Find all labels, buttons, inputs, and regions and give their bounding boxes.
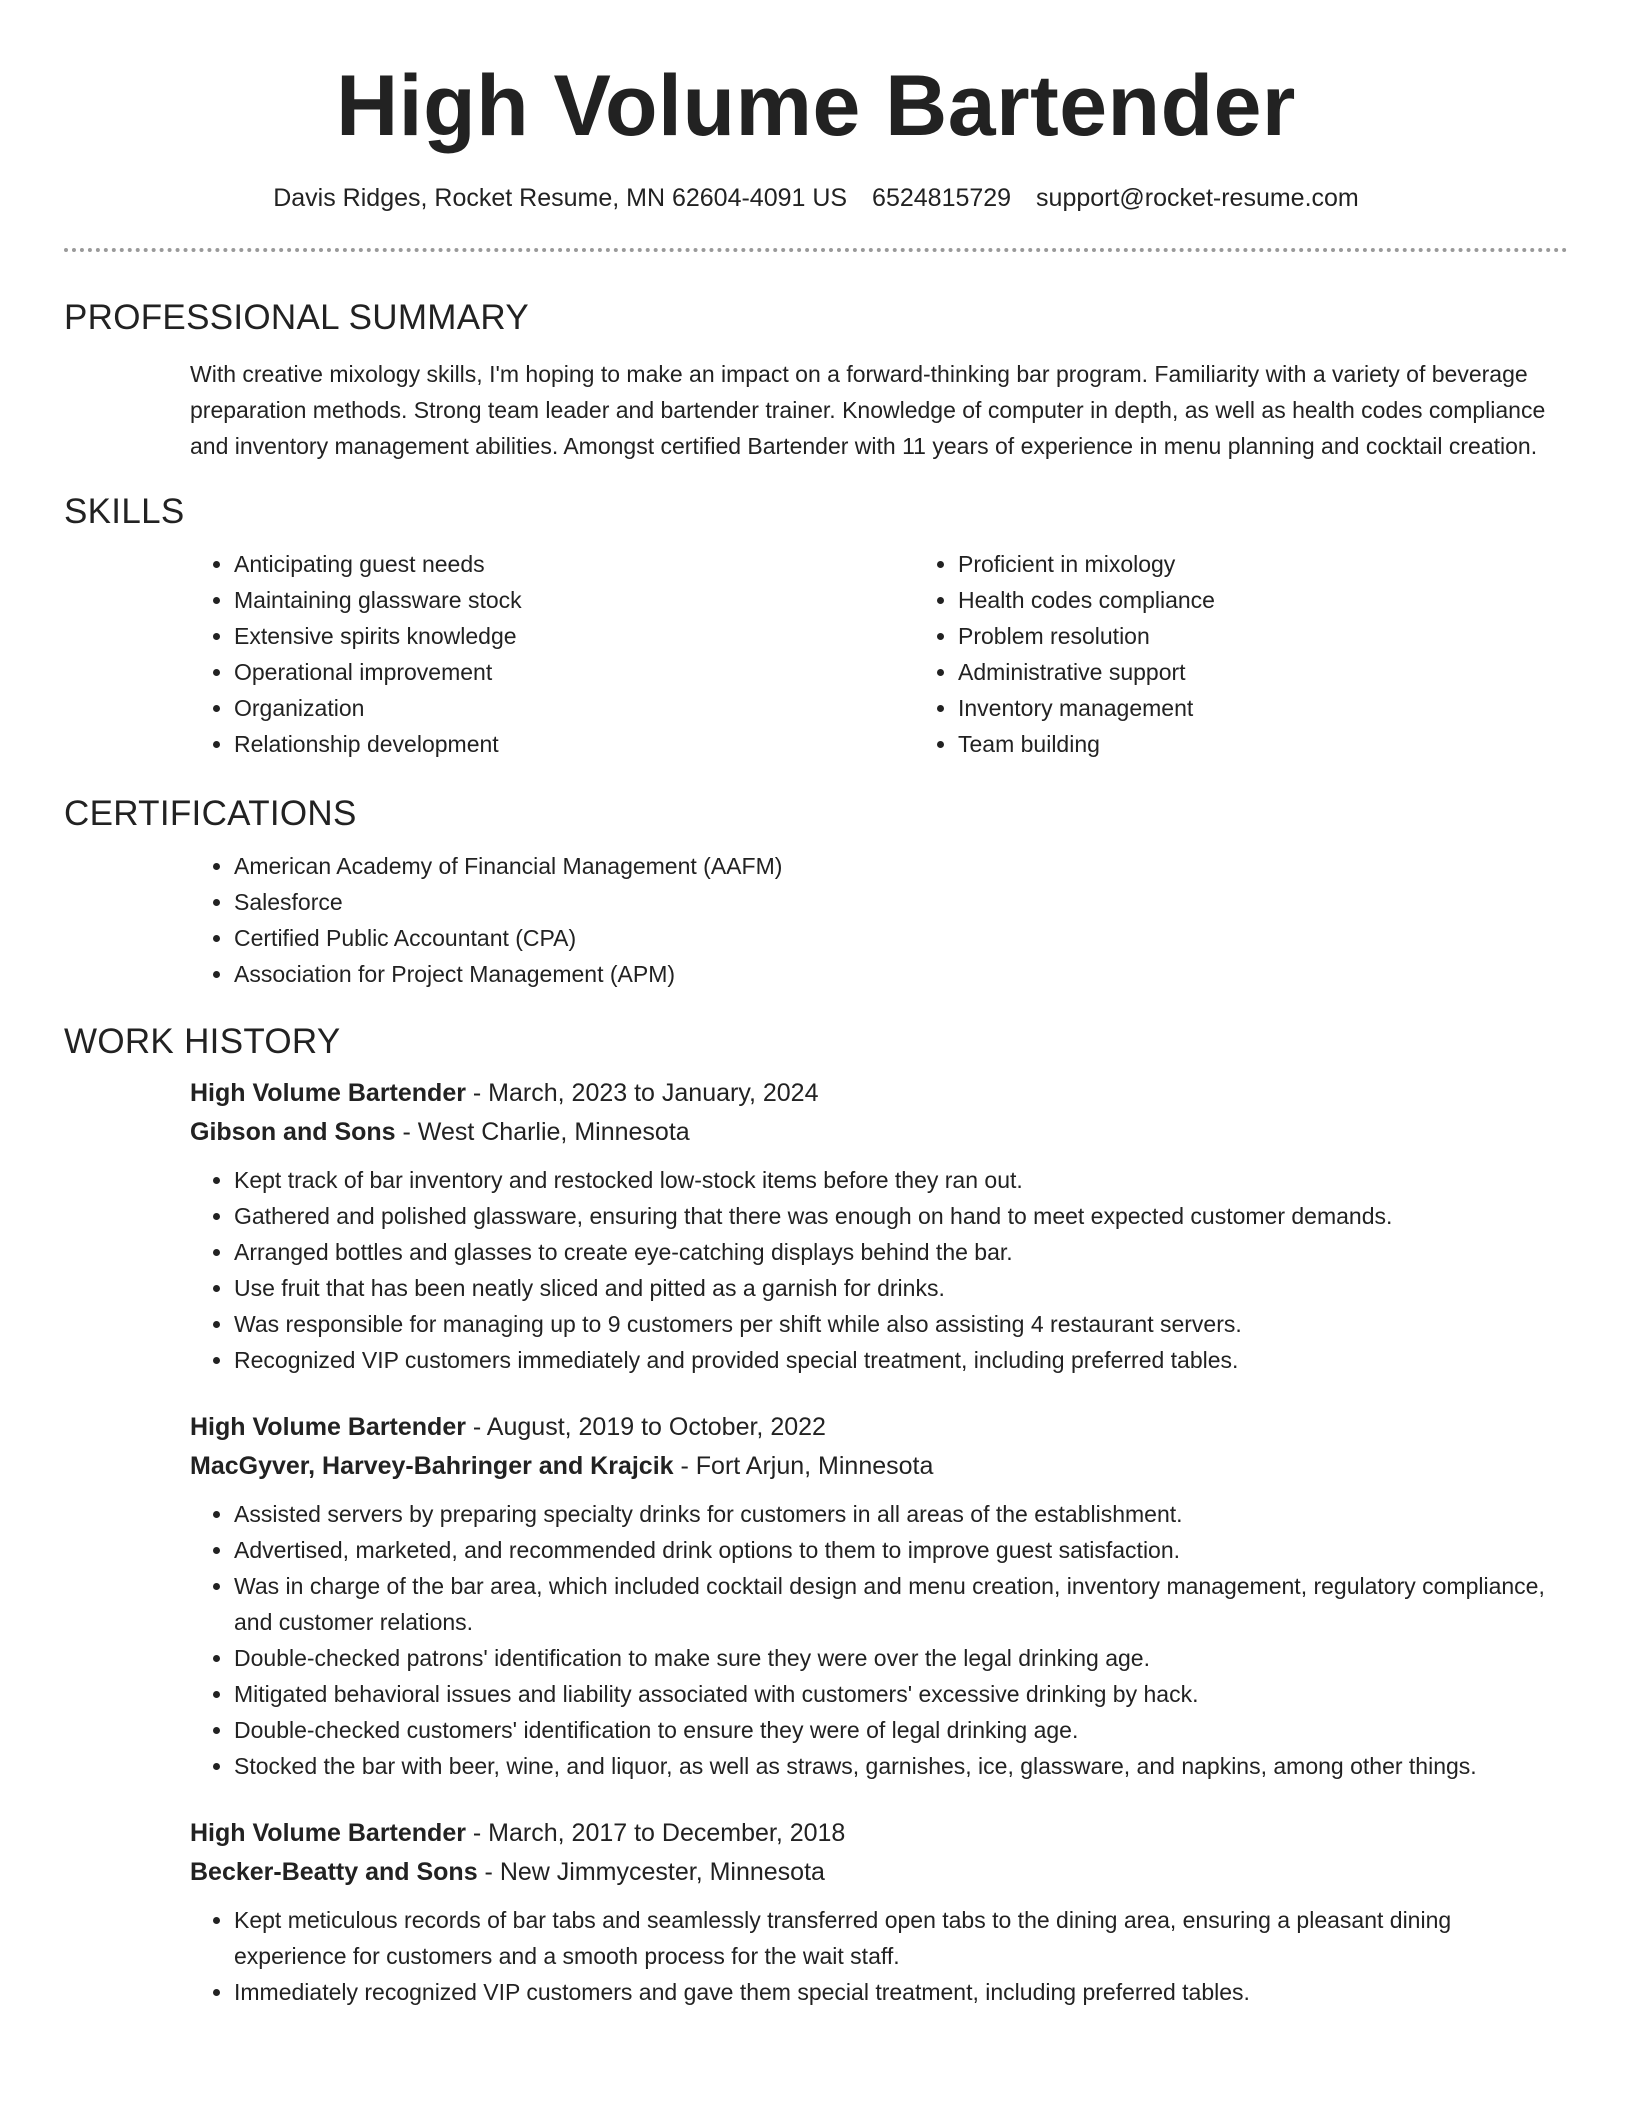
- job-entry: [190, 1074, 1568, 1378]
- list-item: • Proficient in mixology: [958, 546, 1632, 582]
- work-history-heading: WORK HISTORY: [64, 1022, 341, 1061]
- certifications-list: [190, 848, 1568, 992]
- job-company-line: [190, 1853, 1568, 1892]
- list-item: • American Academy of Financial Management (AAFM): [234, 848, 1568, 884]
- list-item: • Health codes compliance: [958, 582, 1632, 618]
- list-item: • Organization: [234, 690, 914, 726]
- contact-email: support@rocket-resume.com: [1036, 184, 1359, 212]
- job-title: High Volume Bartender: [190, 1819, 466, 1847]
- list-item: • Operational improvement: [234, 654, 914, 690]
- contact-line: [64, 182, 1568, 214]
- job-title-line: [190, 1408, 1568, 1447]
- list-item: • Inventory management: [958, 690, 1632, 726]
- job-company: MacGyver, Harvey-Bahringer and Krajcik: [190, 1452, 674, 1480]
- job-company: Gibson and Sons: [190, 1118, 396, 1146]
- job-location: - West Charlie, Minnesota: [395, 1118, 690, 1146]
- job-dates: - March, 2023 to January, 2024: [465, 1079, 819, 1107]
- list-item: • Assisted servers by preparing specialty drinks for customers in all areas of the establishment.: [234, 1496, 1568, 1532]
- list-item: • Extensive spirits knowledge: [234, 618, 914, 654]
- certifications-section: [64, 792, 1568, 992]
- list-item: • Maintaining glassware stock: [234, 582, 914, 618]
- job-entry: [190, 1814, 1568, 2010]
- header-divider: [64, 248, 1568, 252]
- skills-heading: SKILLS: [64, 492, 185, 531]
- job-title: High Volume Bartender: [190, 1413, 466, 1441]
- list-item: • Arranged bottles and glasses to create eye-catching displays behind the bar.: [234, 1234, 1568, 1270]
- job-location: - Fort Arjun, Minnesota: [673, 1452, 934, 1480]
- job-title-line: [190, 1074, 1568, 1113]
- resume-title: High Volume Bartender: [336, 58, 1296, 154]
- list-item: • Double-checked customers' identification to ensure they were of legal drinking age.: [234, 1712, 1568, 1748]
- list-item: • Use fruit that has been neatly sliced and pitted as a garnish for drinks.: [234, 1270, 1568, 1306]
- job-title-line: [190, 1814, 1568, 1853]
- work-history-section: [64, 1020, 1568, 2010]
- list-item: • Salesforce: [234, 884, 1568, 920]
- contact-address: Davis Ridges, Rocket Resume, MN 62604-4091 US: [273, 184, 848, 212]
- job-company: Becker-Beatty and Sons: [190, 1858, 478, 1886]
- list-item: • Mitigated behavioral issues and liability associated with customers' excessive drinking by hack.: [234, 1676, 1568, 1712]
- skills-section: [64, 490, 1568, 762]
- list-item: • Anticipating guest needs: [234, 546, 914, 582]
- list-item: • Association for Project Management (APM): [234, 956, 1568, 992]
- job-title: High Volume Bartender: [190, 1079, 466, 1107]
- summary-section: [64, 296, 1568, 464]
- summary-text: With creative mixology skills, I'm hoping to make an impact on a forward-thinking bar program. Familiarity with a variety of beverage preparation methods. Strong team leader and bartender trainer. Knowledge of computer in depth, as well as health codes compliance and inventory management abilities. Amongst certified Bartender with 11 years of experience in menu planning and cocktail creation.: [190, 361, 1546, 459]
- list-item: • Team building: [958, 726, 1632, 762]
- skills-list-left: [190, 546, 914, 762]
- list-item: • Administrative support: [958, 654, 1632, 690]
- job-company-line: [190, 1447, 1568, 1486]
- contact-phone: 6524815729: [872, 184, 1012, 212]
- list-item: • Was responsible for managing up to 9 customers per shift while also assisting 4 restaurant servers.: [234, 1306, 1568, 1342]
- list-item: • Problem resolution: [958, 618, 1632, 654]
- skills-list-right: [914, 546, 1632, 762]
- job-dates: - March, 2017 to December, 2018: [465, 1819, 846, 1847]
- job-bullets: [190, 1162, 1568, 1378]
- job-bullets: [190, 1902, 1568, 2010]
- list-item: • Certified Public Accountant (CPA): [234, 920, 1568, 956]
- list-item: • Gathered and polished glassware, ensuring that there was enough on hand to meet expected customer demands.: [234, 1198, 1568, 1234]
- list-item: • Was in charge of the bar area, which included cocktail design and menu creation, inventory management, regulatory compliance, and customer relations.: [234, 1568, 1568, 1640]
- list-item: • Recognized VIP customers immediately and provided special treatment, including preferred tables.: [234, 1342, 1568, 1378]
- job-entry: [190, 1408, 1568, 1784]
- job-dates: - August, 2019 to October, 2022: [465, 1413, 826, 1441]
- list-item: • Immediately recognized VIP customers and gave them special treatment, including preferred tables.: [234, 1974, 1568, 2010]
- job-location: - New Jimmycester, Minnesota: [477, 1858, 825, 1886]
- job-bullets: [190, 1496, 1568, 1784]
- list-item: • Kept meticulous records of bar tabs and seamlessly transferred open tabs to the dining area, ensuring a pleasant dining experience for customers and a smooth process for the wait staff.: [234, 1902, 1568, 1974]
- certifications-heading: CERTIFICATIONS: [64, 794, 357, 833]
- job-company-line: [190, 1113, 1568, 1152]
- summary-heading: PROFESSIONAL SUMMARY: [64, 298, 529, 337]
- list-item: • Advertised, marketed, and recommended drink options to them to improve guest satisfaction.: [234, 1532, 1568, 1568]
- list-item: • Kept track of bar inventory and restocked low-stock items before they ran out.: [234, 1162, 1568, 1198]
- list-item: • Double-checked patrons' identification to make sure they were over the legal drinking age.: [234, 1640, 1568, 1676]
- list-item: • Stocked the bar with beer, wine, and liquor, as well as straws, garnishes, ice, glassware, and napkins, among other things.: [234, 1748, 1568, 1784]
- list-item: • Relationship development: [234, 726, 914, 762]
